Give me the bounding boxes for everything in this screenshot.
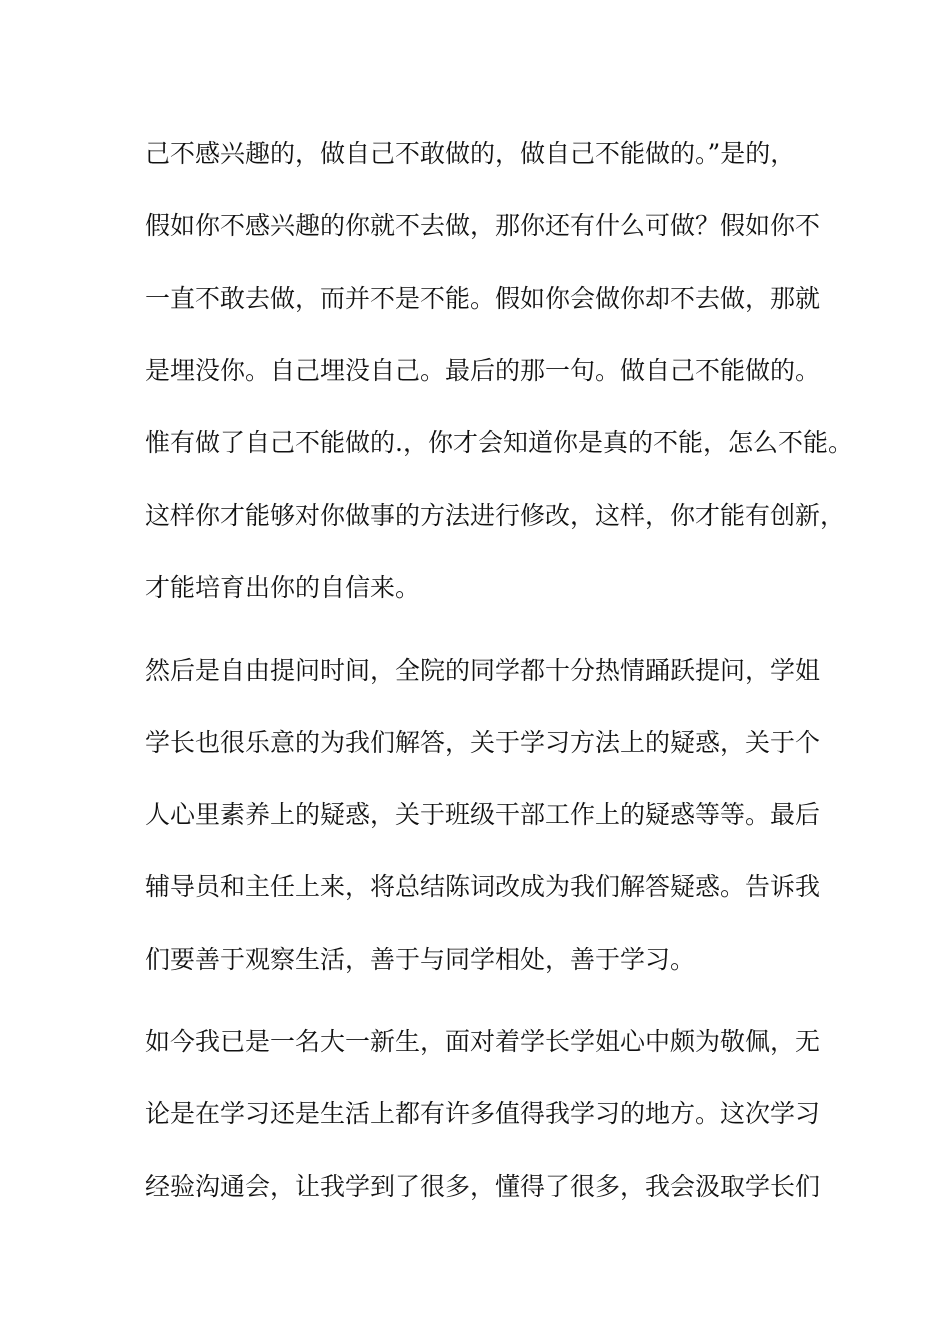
text-line: 这样你才能够对你做事的方法进行修改，这样，你才能有创新， — [145, 501, 846, 530]
text-line: 论是在学习还是生活上都有许多值得我学习的地方。这次学习 — [145, 1099, 821, 1128]
text-line: 经验沟通会，让我学到了很多，懂得了很多，我会汲取学长们 — [145, 1172, 821, 1201]
text-line: 一直不敢去做，而并不是不能。假如你会做你却不去做，那就 — [145, 284, 821, 313]
text-line: 是埋没你。自己埋没自己。最后的那一句。做自己不能做的。 — [145, 356, 821, 385]
text-line: 辅导员和主任上来，将总结陈词改成为我们解答疑惑。告诉我 — [145, 872, 821, 901]
text-line: 己不感兴趣的，做自己不敢做的，做自己不能做的。”是的， — [145, 139, 796, 168]
text-line: 如今我已是一名大一新生，面对着学长学姐心中颇为敬佩，无 — [145, 1027, 821, 1056]
text-line: 然后是自由提问时间，全院的同学都十分热情踊跃提问，学姐 — [145, 656, 821, 685]
text-line: 人心里素养上的疑惑，关于班级干部工作上的疑惑等等。最后 — [145, 800, 821, 829]
text-line: 才能培育出你的自信来。 — [145, 573, 421, 602]
text-line: 学长也很乐意的为我们解答，关于学习方法上的疑惑，关于个 — [145, 728, 821, 757]
text-line: 们要善于观察生活，善于与同学相处，善于学习。 — [145, 945, 696, 974]
text-line: 假如你不感兴趣的你就不去做，那你还有什么可做？假如你不 — [145, 211, 821, 240]
text-line: 惟有做了自己不能做的.，你才会知道你是真的不能，怎么不能。 — [145, 428, 853, 457]
